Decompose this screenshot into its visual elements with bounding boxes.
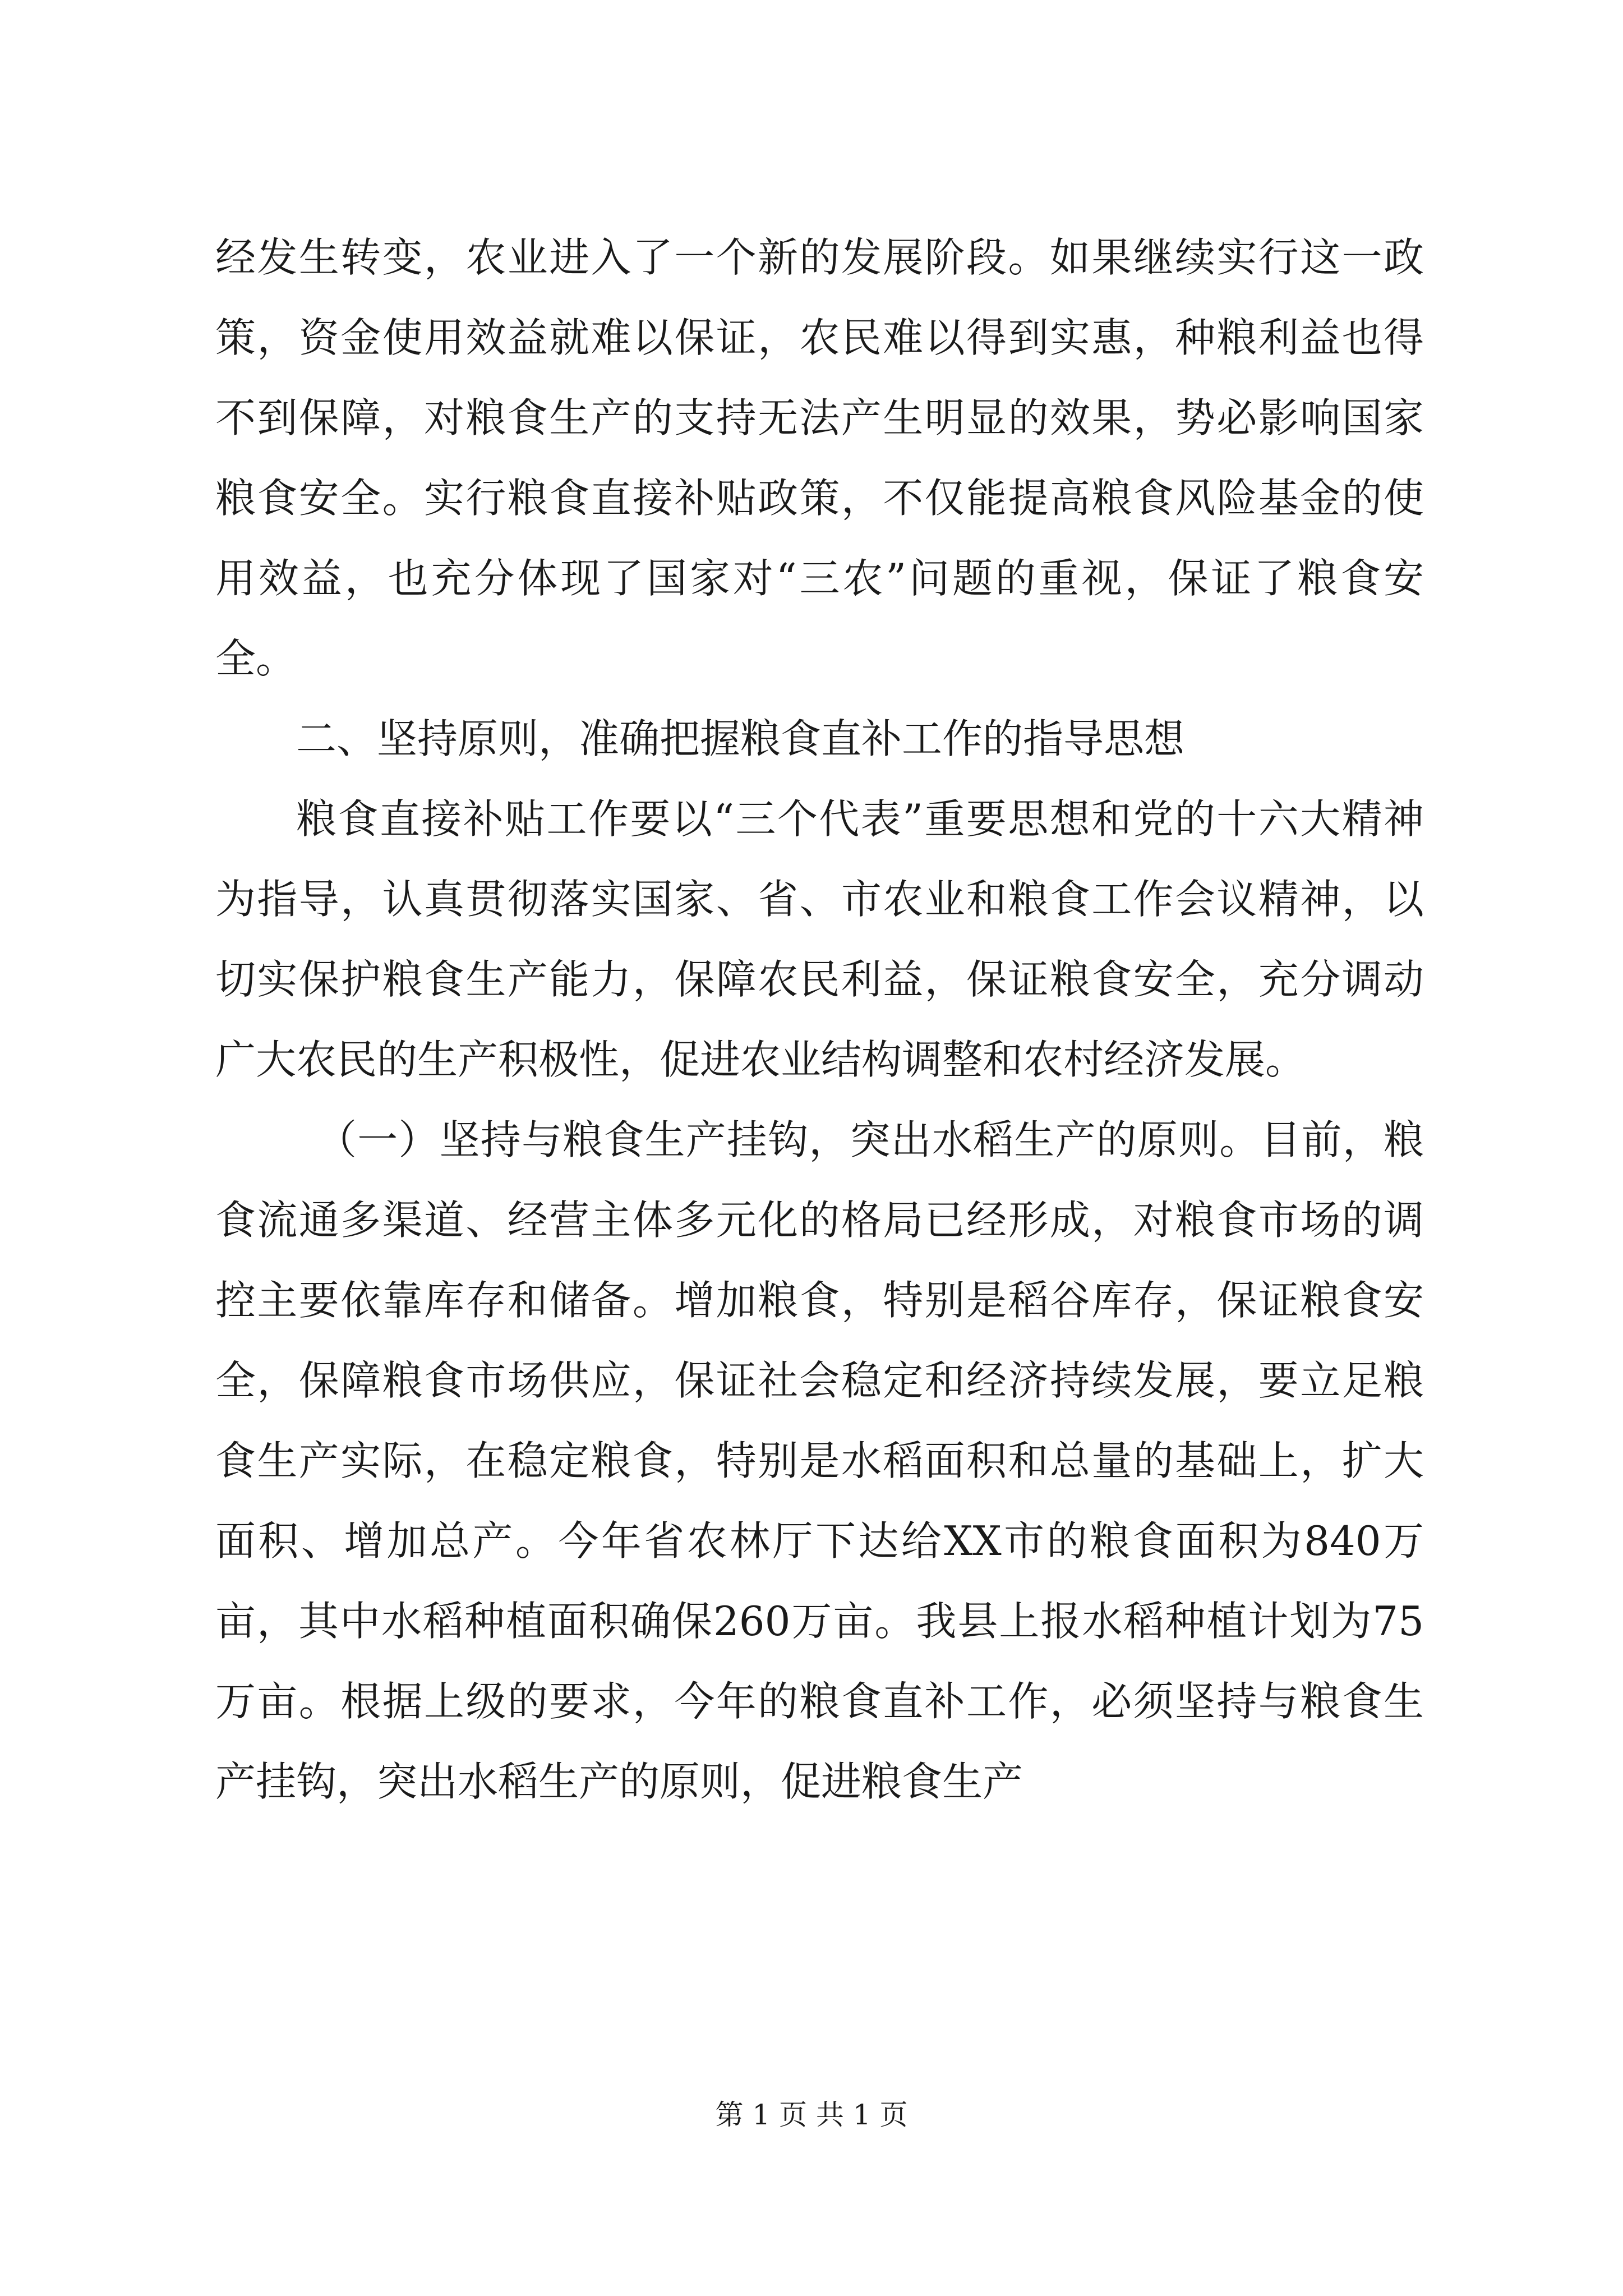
section-heading: 二、坚持原则，准确把握粮食直补工作的指导思想 — [296, 715, 1185, 762]
paragraph-guiding-ideology: 粮食直接补贴工作要以“三个代表”重要思想和党的十六大精神为指导，认真贯彻落实国家、省、市农业和粮食工作会议精神，以切实保护粮食生产能力，保障农民利益，保证粮食安全，充分调动广大农民的生产积极性，促进农业结构调整和农村经济发展。 — [215, 795, 1424, 1083]
document-body — [215, 218, 1424, 1822]
paragraph-principle-1: （一）坚持与粮食生产挂钩，突出水稻生产的原则。目前，粮食流通多渠道、经营主体多元化的格局已经形成，对粮食市场的调控主要依靠库存和储备。增加粮食，特别是稻谷库存，保证粮食安全，保障粮食市场供应，保证社会稳定和经济持续发展，要立足粮食生产实际，在稳定粮食，特别是水稻面积和总量的基础上，扩大面积、增加总产。今年省农林厅下达给XX市的粮食面积为840万亩，其中水稻种植面积确保260万亩。我县上报水稻种植计划为75万亩。根据上级的要求，今年的粮食直补工作，必须坚持与粮食生产挂钩，突出水稻生产的原则，促进粮食生产 — [215, 1116, 1424, 1805]
paragraph-continuation: 经发生转变，农业进入了一个新的发展阶段。如果继续实行这一政策，资金使用效益就难以保证，农民难以得到实惠，种粮利益也得不到保障，对粮食生产的支持无法产生明显的效果，势必影响国家粮食安全。实行粮食直接补贴政策，不仅能提高粮食风险基金的使用效益，也充分体现了国家对“三农”问题的重视，保证了粮食安全。 — [215, 234, 1424, 682]
page-number-footer: 第 1 页 共 1 页 — [715, 2099, 908, 2131]
